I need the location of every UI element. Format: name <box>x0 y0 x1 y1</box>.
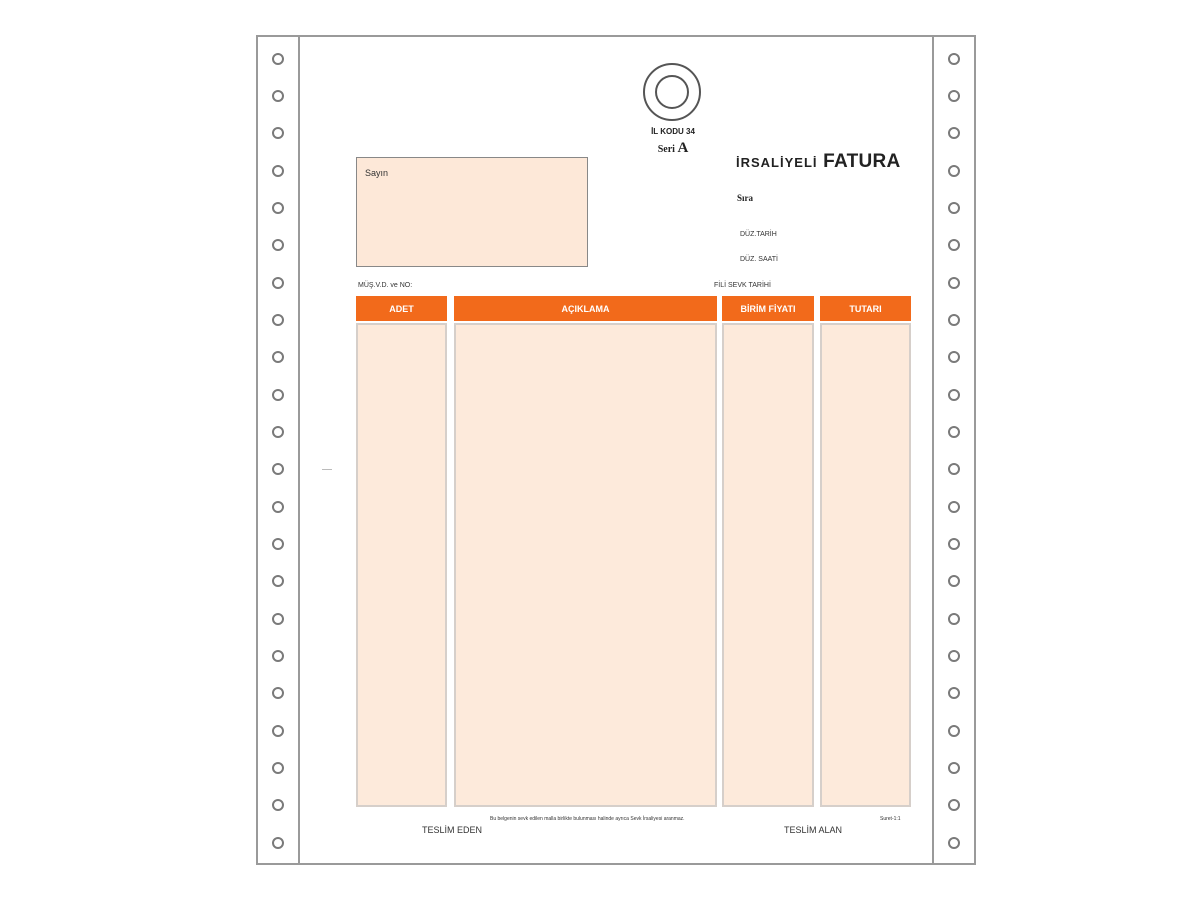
il-kodu: İL KODU 34 <box>651 127 695 136</box>
fold-mark <box>322 469 332 470</box>
sprocket-hole <box>272 127 284 139</box>
sprocket-hole <box>272 837 284 849</box>
sprocket-hole <box>272 501 284 513</box>
teslim-eden-label: TESLİM EDEN <box>422 825 483 835</box>
sprocket-hole <box>948 463 960 475</box>
seri-label <box>643 140 703 157</box>
sprocket-hole <box>948 538 960 550</box>
fiili-sevk-label: FİLİ SEVK TARİHİ <box>714 282 771 289</box>
duz-saati-label: DÜZ. SAATİ <box>740 256 778 263</box>
sprocket-hole <box>272 575 284 587</box>
column-header-tutari: TUTARI <box>820 296 911 321</box>
sprocket-hole <box>948 53 960 65</box>
sayin-label: Sayın <box>365 168 389 178</box>
sprocket-hole <box>948 725 960 737</box>
sprocket-hole <box>948 426 960 438</box>
right-tractor-strip <box>932 37 974 863</box>
sprocket-hole <box>948 650 960 662</box>
document-title <box>736 151 901 173</box>
sprocket-hole <box>948 165 960 177</box>
sprocket-hole <box>272 351 284 363</box>
sprocket-hole <box>948 239 960 251</box>
seri-text: Seri <box>657 144 675 155</box>
sprocket-hole <box>272 426 284 438</box>
sprocket-hole <box>272 650 284 662</box>
seri-letter: A <box>677 140 689 156</box>
column-header-birim-fiyati: BİRİM FİYATI <box>722 296 814 321</box>
teslim-alan-label: TESLİM ALAN <box>784 825 843 835</box>
invoice-form <box>256 35 976 865</box>
duz-tarih-label: DÜZ.TARİH <box>740 231 777 238</box>
sprocket-hole <box>948 277 960 289</box>
suret-label: Suret-1:1 <box>880 816 901 822</box>
sprocket-hole <box>948 127 960 139</box>
vd-no-label: MÜŞ.V.D. ve NO: <box>358 282 413 289</box>
sprocket-hole <box>272 725 284 737</box>
sprocket-hole <box>272 239 284 251</box>
sprocket-hole <box>272 90 284 102</box>
sprocket-hole <box>948 90 960 102</box>
title-prefix: İRSALİYELİ <box>736 155 818 170</box>
column-header-aciklama: AÇIKLAMA <box>454 296 717 321</box>
column-body-birim-fiyati[interactable] <box>722 323 814 807</box>
sprocket-hole <box>272 463 284 475</box>
sprocket-hole <box>272 277 284 289</box>
sprocket-hole <box>272 165 284 177</box>
sprocket-hole <box>948 501 960 513</box>
sprocket-hole <box>948 202 960 214</box>
sprocket-hole <box>272 613 284 625</box>
sprocket-hole <box>272 202 284 214</box>
sira-label: Sıra <box>737 193 754 203</box>
sprocket-hole <box>948 314 960 326</box>
sprocket-hole <box>272 53 284 65</box>
sprocket-hole <box>948 687 960 699</box>
recipient-box[interactable] <box>356 157 588 267</box>
sprocket-hole <box>948 389 960 401</box>
column-body-adet[interactable] <box>356 323 447 807</box>
sprocket-hole <box>948 575 960 587</box>
sprocket-hole <box>948 613 960 625</box>
sprocket-hole <box>272 762 284 774</box>
sprocket-hole <box>272 314 284 326</box>
title-main: FATURA <box>823 151 901 172</box>
left-tractor-strip <box>258 37 300 863</box>
sprocket-hole <box>272 538 284 550</box>
sprocket-hole <box>272 799 284 811</box>
sprocket-hole <box>948 799 960 811</box>
sprocket-hole <box>272 389 284 401</box>
seal-ring-icon <box>643 63 701 121</box>
column-header-adet: ADET <box>356 296 447 321</box>
column-body-aciklama[interactable] <box>454 323 717 807</box>
sprocket-hole <box>948 762 960 774</box>
sprocket-hole <box>948 351 960 363</box>
sprocket-hole <box>948 837 960 849</box>
sprocket-hole <box>272 687 284 699</box>
column-body-tutari[interactable] <box>820 323 911 807</box>
footer-note: Bu belgenin sevk edilen malla birlikte bulunması halinde ayrıca Sevk İrsaliyesi aranmaz. <box>490 816 685 822</box>
